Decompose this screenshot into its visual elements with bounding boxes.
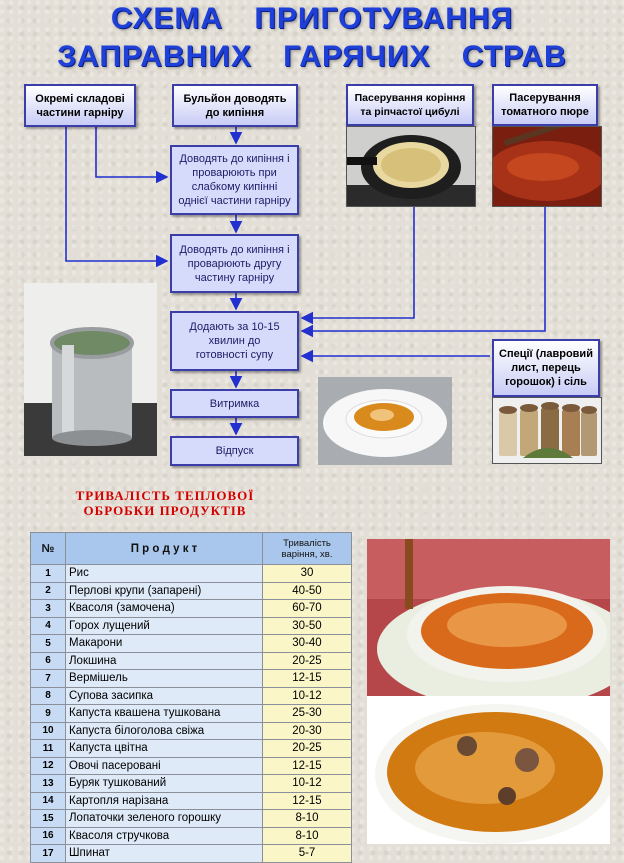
photo-mushroom-soup <box>367 696 610 844</box>
cell-product: Макарони <box>66 635 263 653</box>
cell-product: Перлові крупи (запарені) <box>66 582 263 600</box>
box-garnish-parts: Окремі складові частини гарніру <box>24 84 136 127</box>
cell-time: 25-30 <box>263 705 352 723</box>
table-row <box>31 565 352 583</box>
table-row <box>31 757 352 775</box>
box-step-3: Додають за 10-15 хвилин до готовності супу <box>170 311 299 371</box>
table-row <box>31 827 352 845</box>
cell-num: 10 <box>31 722 66 740</box>
cell-product: Вермішель <box>66 670 263 688</box>
cell-product: Локшина <box>66 652 263 670</box>
table-row <box>31 775 352 793</box>
box-step-2: Доводять до кипіння і проварюють другу частину гарніру <box>170 234 299 293</box>
cell-num: 5 <box>31 635 66 653</box>
cell-product: Картопля нарізана <box>66 792 263 810</box>
table-row <box>31 652 352 670</box>
photo-tomato-puree <box>492 126 602 207</box>
photo-broth-pot <box>24 283 157 456</box>
cell-time: 30-40 <box>263 635 352 653</box>
cell-num: 14 <box>31 792 66 810</box>
table-row <box>31 670 352 688</box>
table-row <box>31 600 352 618</box>
photo-cabbage-soup <box>367 539 610 696</box>
cell-time: 8-10 <box>263 827 352 845</box>
cell-time: 30 <box>263 565 352 583</box>
cell-time: 60-70 <box>263 600 352 618</box>
table-row <box>31 810 352 828</box>
box-saute-roots: Пасерування коріння та ріпчастої цибулі <box>346 84 474 126</box>
cell-num: 3 <box>31 600 66 618</box>
table-title-line-2: ОБРОБКИ ПРОДУКТІВ <box>83 503 247 518</box>
box-step-1: Доводять до кипіння і проварюють при слабкому кипінні однієї частини гарніру <box>170 145 299 215</box>
arrow-garnish-to-step1 <box>96 127 167 177</box>
photo-soup-bowl <box>318 377 452 465</box>
box-spices: Спеції (лавровий лист, перець горошок) і сіль <box>492 339 600 397</box>
cell-num: 8 <box>31 687 66 705</box>
cell-product: Капуста цвітна <box>66 740 263 758</box>
cell-product: Лопаточки зеленого горошку <box>66 810 263 828</box>
cell-product: Супова засипка <box>66 687 263 705</box>
cell-num: 15 <box>31 810 66 828</box>
header-num: № <box>31 533 66 565</box>
table-row <box>31 845 352 863</box>
arrow-tomato-to-step3 <box>302 205 545 331</box>
cell-time: 8-10 <box>263 810 352 828</box>
header-time: Тривалість варіння, хв. <box>263 533 352 565</box>
cell-num: 7 <box>31 670 66 688</box>
table-row <box>31 740 352 758</box>
cell-time: 5-7 <box>263 845 352 863</box>
title-line-2: ЗАПРАВНИХ ГАРЯЧИХ СТРАВ <box>57 40 567 73</box>
cell-time: 20-25 <box>263 652 352 670</box>
photo-spice-jars <box>492 397 602 464</box>
cell-time: 12-15 <box>263 757 352 775</box>
cell-product: Буряк тушкований <box>66 775 263 793</box>
cell-product: Капуста білоголова свіжа <box>66 722 263 740</box>
cell-num: 2 <box>31 582 66 600</box>
cell-time: 10-12 <box>263 775 352 793</box>
box-saute-tomato: Пасерування томатного пюре <box>492 84 598 126</box>
cell-time: 40-50 <box>263 582 352 600</box>
cell-product: Квасоля (замочена) <box>66 600 263 618</box>
box-boil-broth: Бульйон доводять до кипіння <box>172 84 298 127</box>
table-row <box>31 617 352 635</box>
cell-time: 12-15 <box>263 670 352 688</box>
cell-num: 9 <box>31 705 66 723</box>
table-row <box>31 792 352 810</box>
cell-time: 10-12 <box>263 687 352 705</box>
cell-product: Рис <box>66 565 263 583</box>
arrow-roots-to-step3 <box>302 205 414 318</box>
cell-product: Горох лущений <box>66 617 263 635</box>
cell-num: 16 <box>31 827 66 845</box>
table-row <box>31 722 352 740</box>
cell-num: 4 <box>31 617 66 635</box>
cell-num: 1 <box>31 565 66 583</box>
table-row <box>31 635 352 653</box>
table-title-line-1: ТРИВАЛІСТЬ ТЕПЛОВОЇ <box>75 488 255 503</box>
header-product: П р о д у к т <box>66 533 263 565</box>
cell-product: Квасоля стручкова <box>66 827 263 845</box>
cell-time: 20-30 <box>263 722 352 740</box>
table-row <box>31 705 352 723</box>
table-body <box>31 565 352 863</box>
cell-time: 30-50 <box>263 617 352 635</box>
cell-num: 11 <box>31 740 66 758</box>
cell-time: 12-15 <box>263 792 352 810</box>
cell-time: 20-25 <box>263 740 352 758</box>
cooking-time-table <box>30 532 352 863</box>
box-rest: Витримка <box>170 389 299 418</box>
cell-num: 13 <box>31 775 66 793</box>
title-line-1: СХЕМА ПРИГОТУВАННЯ <box>110 2 514 35</box>
cell-num: 17 <box>31 845 66 863</box>
photo-frying-roots <box>346 126 476 207</box>
arrow-garnish-to-step2 <box>66 127 167 261</box>
cell-product: Капуста квашена тушкована <box>66 705 263 723</box>
box-serve: Відпуск <box>170 436 299 466</box>
cell-product: Шпинат <box>66 845 263 863</box>
cell-num: 6 <box>31 652 66 670</box>
cell-num: 12 <box>31 757 66 775</box>
cell-product: Овочі пасеровані <box>66 757 263 775</box>
table-row <box>31 582 352 600</box>
table-row <box>31 687 352 705</box>
